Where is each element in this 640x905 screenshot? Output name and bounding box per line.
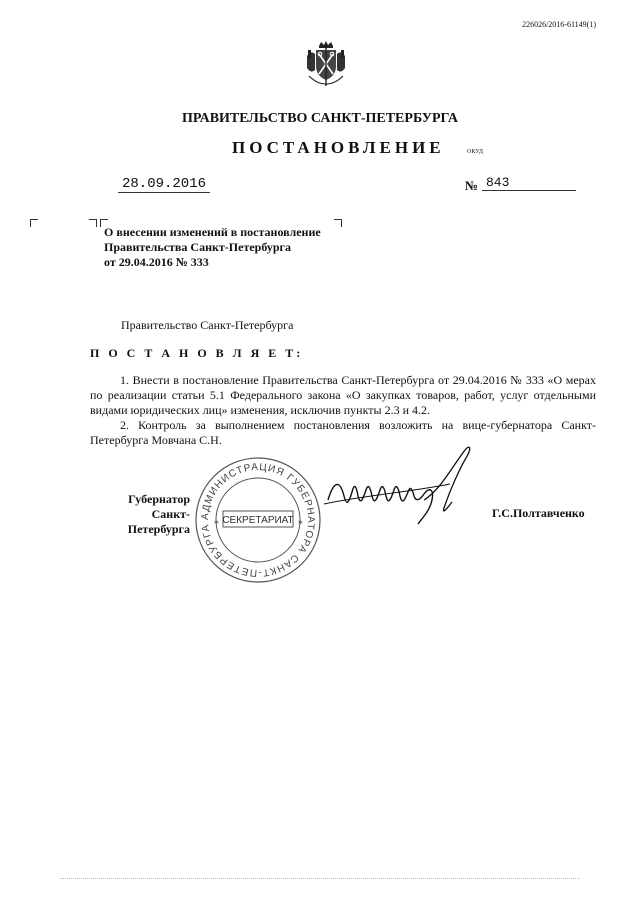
handwritten-signature [320,440,490,540]
role-line: Губернатор [128,492,190,506]
number-label: № [465,178,479,193]
footer-divider [60,878,580,879]
signatory-name: Г.С.Полтавченко [492,506,585,520]
corner-mark [89,219,97,227]
coat-of-arms-icon [303,40,349,88]
decree-subject [104,225,321,270]
okud-label: ОКУД [467,149,483,155]
decree-body [90,373,596,448]
decree-title: ПОСТАНОВЛЕНИЕ [232,138,445,157]
signatory-role [90,492,190,537]
role-line: Санкт-Петербурга [127,507,190,536]
decree-date: 28.09.2016 [118,176,210,193]
document-id: 226026/2016-61149(1) [522,20,596,29]
decree-item: 1. Внести в постановление Правительства Санкт-Петербурга от 29.04.2016 № 333 «О мерах по реализации статьи 5.1 Федерального закона «О закупках товаров, работ, услуг отдельными видами юридических лиц» изменения, исключив пункты 2.3 и 4.2. [90,373,596,417]
svg-text:✶: ✶ [297,518,304,527]
corner-mark [334,219,342,227]
subject-line: от 29.04.2016 № 333 [104,255,209,269]
subject-line: О внесении изменений в постановление [104,225,321,239]
svg-text:✶: ✶ [213,518,220,527]
stamp-inner-text: СЕКРЕТАРИАТ [222,515,294,526]
decree-number: 843 [482,175,576,191]
subject-line: Правительства Санкт-Петербурга [104,240,292,254]
resolves-heading: П О С Т А Н О В Л Я Е Т: [90,346,304,360]
corner-mark [30,219,38,227]
stamp-outer-text: АДМИНИСТРАЦИЯ ГУБЕРНАТОРА САНКТ-ПЕТЕРБУРГА [199,461,317,579]
decree-item: 2. Контроль за выполнением постановления возложить на вице-губернатора Санкт-Петербурга Мовчана С.Н. [90,418,596,447]
preamble: Правительство Санкт-Петербурга [121,318,294,332]
government-title: ПРАВИТЕЛЬСТВО САНКТ-ПЕТЕРБУРГА [181,111,459,126]
official-stamp [193,455,323,585]
